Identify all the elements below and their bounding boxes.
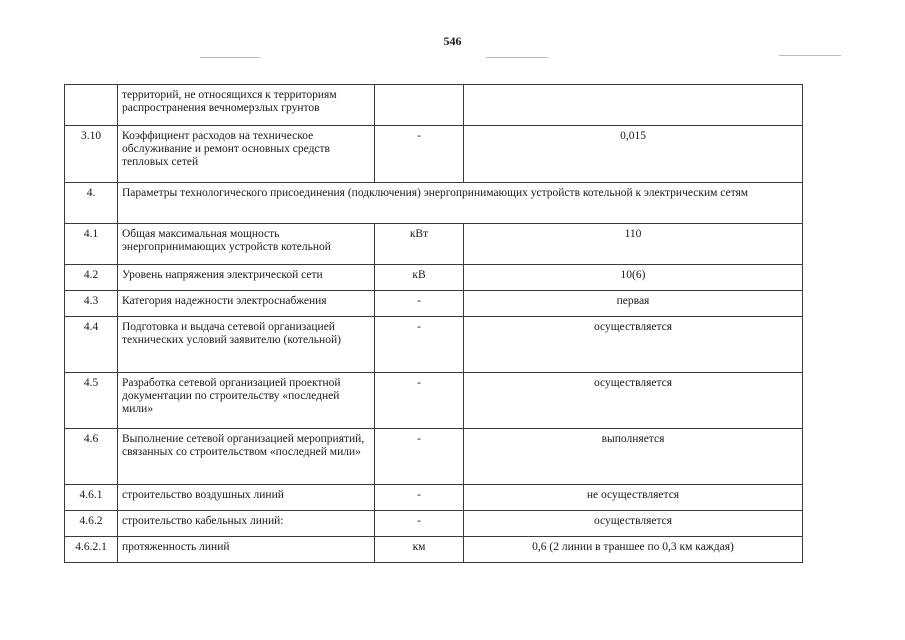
unit-cell: -	[375, 126, 464, 183]
parameter-name: строительство воздушных линий	[118, 485, 375, 511]
row-number: 4.6.1	[65, 485, 118, 511]
value-cell: не осуществляется	[464, 485, 803, 511]
parameter-name: протяженность линий	[118, 537, 375, 563]
unit-cell: кВ	[375, 265, 464, 291]
row-number: 3.10	[65, 126, 118, 183]
row-number	[65, 85, 118, 126]
value-cell: осуществляется	[464, 317, 803, 373]
row-number: 4.5	[65, 373, 118, 429]
parameters-table	[64, 84, 803, 563]
value-cell: 10(6)	[464, 265, 803, 291]
parameter-name: Уровень напряжения электрической сети	[118, 265, 375, 291]
table-row	[65, 317, 803, 373]
row-number: 4.2	[65, 265, 118, 291]
table-row	[65, 511, 803, 537]
row-number: 4.	[65, 183, 118, 224]
table-row	[65, 373, 803, 429]
page-number: 546	[443, 34, 462, 48]
value-cell: осуществляется	[464, 511, 803, 537]
scan-artifact	[779, 55, 841, 56]
unit-cell: -	[375, 429, 464, 485]
table-row	[65, 126, 803, 183]
unit-cell	[375, 85, 464, 126]
unit-cell: км	[375, 537, 464, 563]
row-number: 4.6.2.1	[65, 537, 118, 563]
parameter-name: Общая максимальная мощность энергопринимающих устройств котельной	[118, 224, 375, 265]
parameter-name: Коэффициент расходов на техническое обслуживание и ремонт основных средств тепловых сетей	[118, 126, 375, 183]
row-number: 4.1	[65, 224, 118, 265]
table-row	[65, 291, 803, 317]
value-cell: осуществляется	[464, 373, 803, 429]
parameter-name: Категория надежности электроснабжения	[118, 291, 375, 317]
row-number: 4.6.2	[65, 511, 118, 537]
table-row	[65, 429, 803, 485]
section-title: Параметры технологического присоединения (подключения) энергопринимающих устройств котельной к электрическим сетям	[118, 183, 803, 224]
unit-cell: -	[375, 317, 464, 373]
row-number: 4.4	[65, 317, 118, 373]
section-row	[65, 183, 803, 224]
value-cell: 110	[464, 224, 803, 265]
unit-cell: -	[375, 373, 464, 429]
value-cell: 0,6 (2 линии в траншее по 0,3 км каждая)	[464, 537, 803, 563]
table-row	[65, 485, 803, 511]
row-number: 4.6	[65, 429, 118, 485]
parameter-name: строительство кабельных линий:	[118, 511, 375, 537]
table-row	[65, 224, 803, 265]
parameter-name: территорий, не относящихся к территориям распространения вечномерзлых грунтов	[118, 85, 375, 126]
parameter-name: Подготовка и выдача сетевой организацией технических условий заявителю (котельной)	[118, 317, 375, 373]
row-number: 4.3	[65, 291, 118, 317]
parameter-name: Разработка сетевой организацией проектной документации по строительству «последней мили»	[118, 373, 375, 429]
unit-cell: кВт	[375, 224, 464, 265]
value-cell	[464, 85, 803, 126]
unit-cell: -	[375, 511, 464, 537]
unit-cell: -	[375, 291, 464, 317]
scan-artifact	[200, 57, 260, 58]
table-row	[65, 537, 803, 563]
value-cell: первая	[464, 291, 803, 317]
value-cell: 0,015	[464, 126, 803, 183]
value-cell: выполняется	[464, 429, 803, 485]
parameter-name: Выполнение сетевой организацией мероприятий, связанных со строительством «последней мили»	[118, 429, 375, 485]
scan-artifact	[486, 57, 548, 58]
table-row	[65, 85, 803, 126]
unit-cell: -	[375, 485, 464, 511]
table-row	[65, 265, 803, 291]
